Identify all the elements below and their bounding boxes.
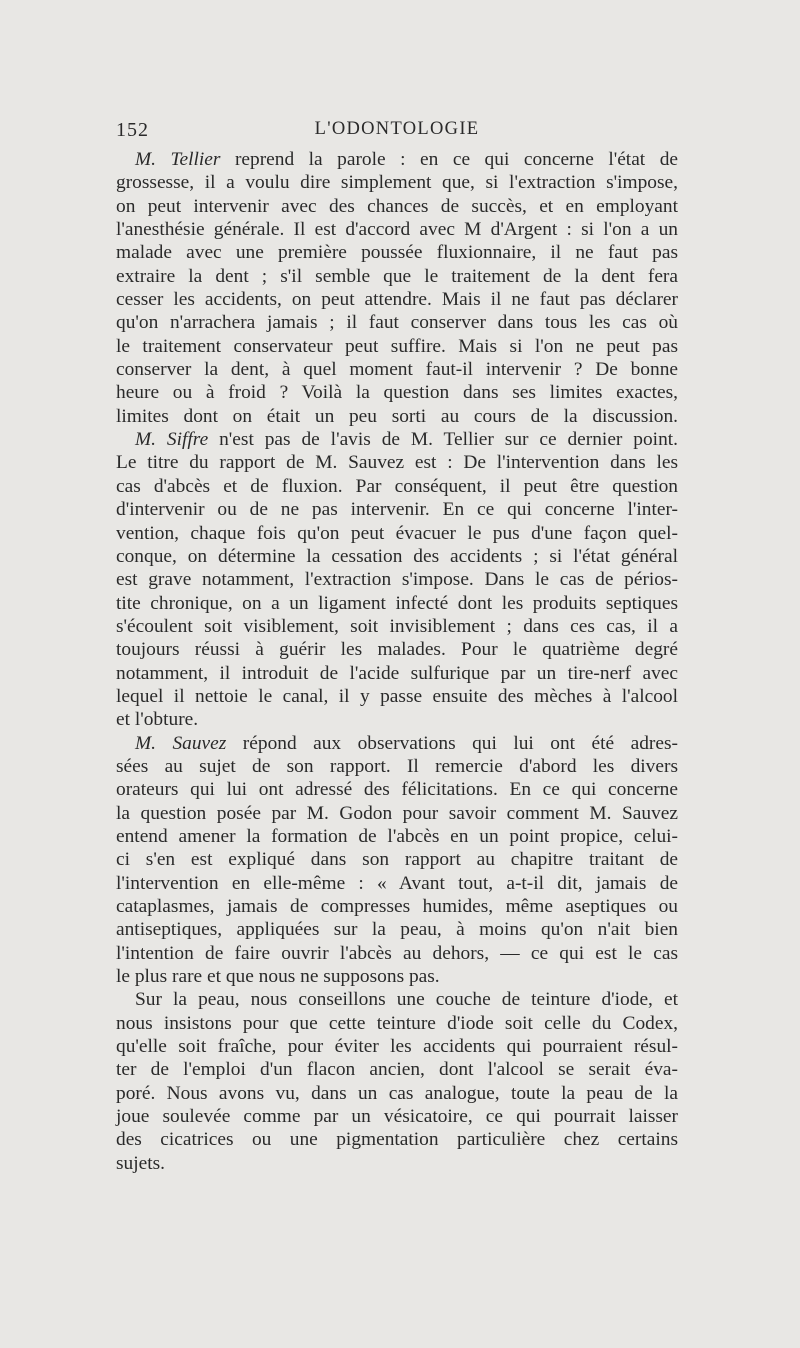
text-line: la question posée par M. Godon pour savoir comment M. Sauvez <box>116 802 678 824</box>
text-line: cesser les accidents, on peut attendre. Mais il ne faut pas déclarer <box>116 289 678 311</box>
text-line: entend amener la formation de l'abcès en un point propice, celui- <box>116 825 678 847</box>
text-line: cas d'abcès et de fluxion. Par conséquent, il peut être question <box>116 475 678 497</box>
text-line: l'anesthésie générale. Il est d'accord avec M d'Argent : si l'on a un <box>116 219 678 241</box>
speaker-name: M. Tellier <box>135 149 221 170</box>
paragraph-quote-continuation <box>116 988 678 1175</box>
text-line: sujets. <box>116 1152 166 1174</box>
text-line: qu'on n'arrachera jamais ; il faut conserver dans tous les cas où <box>116 312 678 334</box>
text-line: M. Siffre n'est pas de l'avis de M. Tellier sur ce dernier point. <box>135 429 678 451</box>
text-line: M. Tellier reprend la parole : en ce qui concerne l'état de <box>135 149 678 170</box>
text-line: joue soulevée comme par un vésicatoire, ce qui pourrait laisser <box>116 1106 678 1128</box>
text-line: ci s'en est expliqué dans son rapport au chapitre traitant de <box>116 849 678 871</box>
speaker-name: M. Sauvez <box>135 732 227 754</box>
text-line: des cicatrices ou une pigmentation particulière chez certains <box>116 1129 678 1151</box>
text-line: poré. Nous avons vu, dans un cas analogue, toute la peau de la <box>116 1082 678 1104</box>
text-line: est grave notamment, l'extraction s'impose. Dans le cas de périos- <box>116 569 678 591</box>
page-number: 152 <box>116 119 149 141</box>
text-line: tite chronique, on a un ligament infecté dont les produits septiques <box>116 592 678 614</box>
text-line: grossesse, il a voulu dire simplement que, si l'extraction s'impose, <box>116 172 678 194</box>
text-line: le traitement conservateur peut suffire. Mais si l'on ne peut pas <box>116 335 678 357</box>
text-line: ter de l'emploi d'un flacon ancien, dont l'alcool se serait éva- <box>116 1059 678 1081</box>
body-text <box>116 148 678 1175</box>
text-line: vention, chaque fois qu'on peut évacuer le pus d'une façon quel- <box>116 522 678 544</box>
text-line: et l'obture. <box>116 709 199 731</box>
text-line: l'intention de faire ouvrir l'abcès au dehors, — ce qui est le cas <box>116 942 678 964</box>
text-line: toujours réussi à guérir les malades. Pour le quatrième degré <box>116 639 678 661</box>
text-line: conserver la dent, à quel moment faut-il intervenir ? De bonne <box>116 359 678 381</box>
text-line: qu'elle soit fraîche, pour éviter les accidents qui pourraient résul- <box>116 1036 678 1058</box>
text-line: on peut intervenir avec des chances de succès, et en employant <box>116 195 678 217</box>
text-line: limites dont on était un peu sorti au cours de la discussion. <box>116 405 678 427</box>
text-line: Sur la peau, nous conseillons une couche de teinture d'iode, et <box>135 989 678 1011</box>
text-line: d'intervenir ou de ne pas intervenir. En ce qui concerne l'inter- <box>116 499 678 521</box>
text-line: malade avec une première poussée fluxionnaire, il ne faut pas <box>116 242 678 264</box>
text-line: lequel il nettoie le canal, il y passe ensuite des mèches à l'alcool <box>116 685 678 707</box>
text-line: cataplasmes, jamais de compresses humides, même aseptiques ou <box>116 896 678 917</box>
text-line: Le titre du rapport de M. Sauvez est : De l'intervention dans les <box>116 452 678 474</box>
text-line: s'écoulent soit visiblement, soit invisiblement ; dans ces cas, il a <box>116 615 678 637</box>
paragraph-sauvez <box>116 732 678 989</box>
page-header <box>116 119 678 145</box>
text-line: heure ou à froid ? Voilà la question dans ses limites exactes, <box>116 382 678 404</box>
text-line: orateurs qui lui ont adressé des félicitations. En ce qui concerne <box>116 779 678 801</box>
text-line: le plus rare et que nous ne supposons pas. <box>116 966 440 988</box>
speaker-name: M. Siffre <box>135 429 209 451</box>
text-line: sées au sujet de son rapport. Il remercie d'abord les divers <box>116 755 678 777</box>
text-line: M. Sauvez répond aux observations qui lui ont été adres- <box>135 732 678 754</box>
paragraph-siffre <box>116 428 678 731</box>
running-title: L'ODONTOLOGIE <box>314 119 480 139</box>
text-line: nous insistons pour que cette teinture d'iode soit celle du Codex, <box>116 1012 678 1034</box>
text-line: extraire la dent ; s'il semble que le traitement de la dent fera <box>116 265 678 287</box>
paragraph-tellier <box>116 148 678 428</box>
text-line: notamment, il introduit de l'acide sulfurique par un tire-nerf avec <box>116 662 678 684</box>
text-line: l'intervention en elle-même : « Avant tout, a-t-il dit, jamais de <box>116 872 678 894</box>
text-line: conque, on détermine la cessation des accidents ; si l'état général <box>116 545 678 567</box>
text-line: antiseptiques, appliquées sur la peau, à moins qu'on n'ait bien <box>116 919 678 941</box>
